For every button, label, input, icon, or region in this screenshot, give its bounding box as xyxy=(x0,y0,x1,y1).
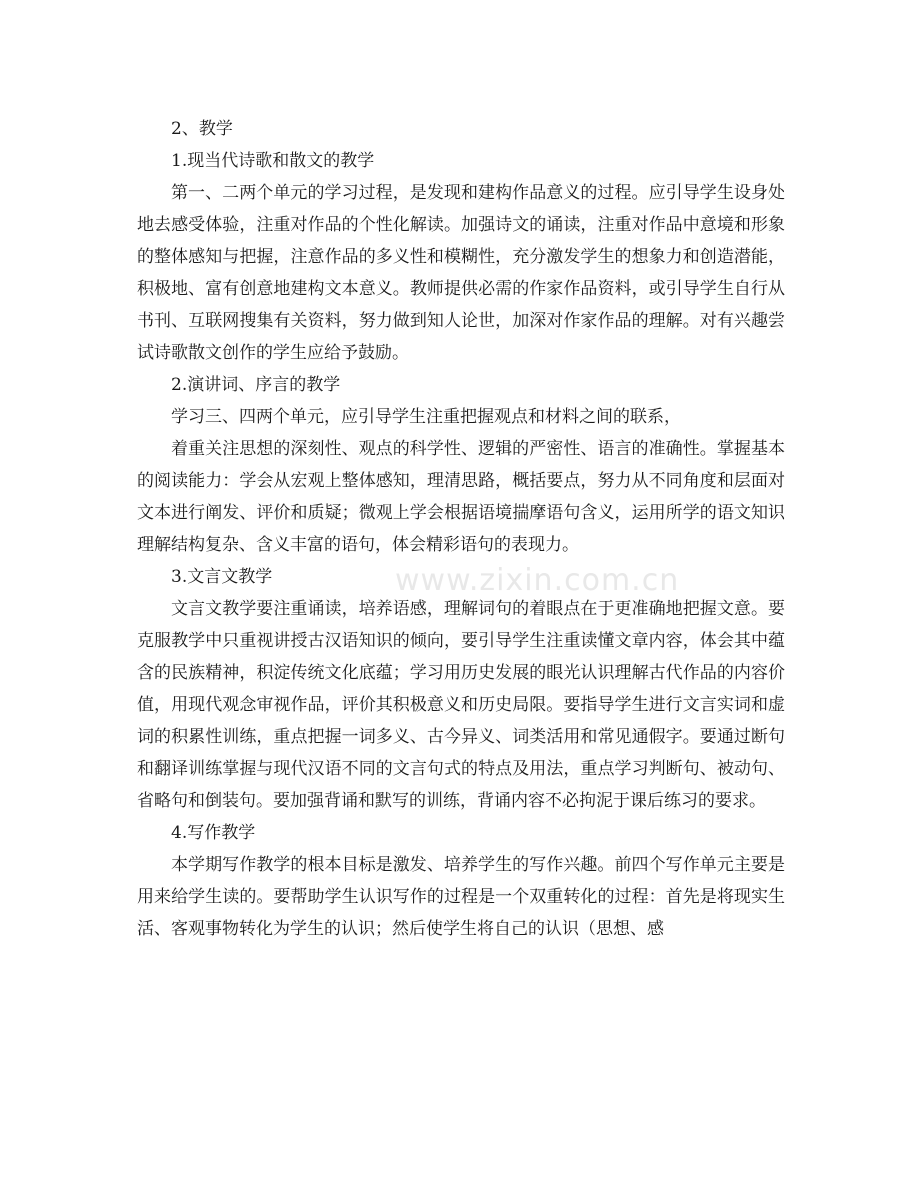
paragraph-writing: 本学期写作教学的根本目标是激发、培养学生的写作兴趣。前四个写作单元主要是用来给学生读的。要帮助学生认识写作的过程是一个双重转化的过程：首先是将现实生活、客观事物转化为学生的认识；然后使学生将自己的认识（思想、感 xyxy=(137,855,785,939)
section-title-classical-chinese: 3.文言文教学 xyxy=(171,567,273,587)
section-title-poetry-prose: 1.现当代诗歌和散文的教学 xyxy=(171,151,375,171)
paragraph-speech-intro: 学习三、四两个单元，应引导学生注重把握观点和材料之间的联系， xyxy=(171,407,681,427)
document-body xyxy=(137,113,785,945)
paragraph-speech-body: 着重关注思想的深刻性、观点的科学性、逻辑的严密性、语言的准确性。掌握基本的阅读能力：学会从宏观上整体感知，理清思路，概括要点，努力从不同角度和层面对文本进行阐发、评价和质疑；微观上学会根据语境揣摩语句含义，运用所学的语文知识理解结构复杂、含义丰富的语句，体会精彩语句的表现力。 xyxy=(137,439,785,555)
watermark: www.zixin.com.cn xyxy=(395,563,680,598)
section-title-speech-preface: 2.演讲词、序言的教学 xyxy=(171,375,341,395)
section-heading-teaching: 2、教学 xyxy=(171,119,233,139)
paragraph-classical-chinese: 文言文教学要注重诵读，培养语感，理解词句的着眼点在于更准确地把握文意。要克服教学中只重视讲授古汉语知识的倾向，要引导学生注重读懂文章内容，体会其中蕴含的民族精神，积淀传统文化底蕴；学习用历史发展的眼光认识理解古代作品的内容价值，用现代观念审视作品，评价其积极意义和历史局限。要指导学生进行文言实词和虚词的积累性训练，重点把握一词多义、古今异义、词类活用和常见通假字。要通过断句和翻译训练掌握与现代汉语不同的文言句式的特点及用法，重点学习判断句、被动句、省略句和倒装句。要加强背诵和默写的训练，背诵内容不必拘泥于课后练习的要求。 xyxy=(137,599,785,811)
section-title-writing: 4.写作教学 xyxy=(171,823,256,843)
paragraph-poetry-prose: 第一、二两个单元的学习过程，是发现和建构作品意义的过程。应引导学生设身处地去感受体验，注重对作品的个性化解读。加强诗文的诵读，注重对作品中意境和形象的整体感知与把握，注意作品的多义性和模糊性，充分激发学生的想象力和创造潜能，积极地、富有创意地建构文本意义。教师提供必需的作家作品资料，或引导学生自行从书刊、互联网搜集有关资料，努力做到知人论世，加深对作家作品的理解。对有兴趣尝试诗歌散文创作的学生应给予鼓励。 xyxy=(137,183,785,363)
